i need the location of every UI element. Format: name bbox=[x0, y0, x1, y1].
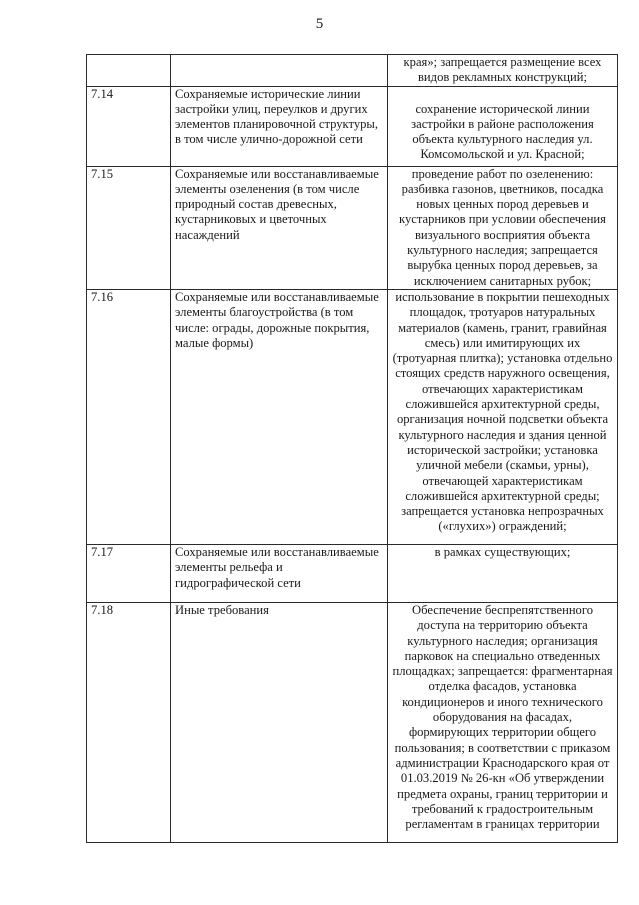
page-number: 5 bbox=[315, 16, 324, 32]
requirements-table bbox=[86, 54, 618, 843]
table-row bbox=[87, 602, 618, 842]
table-row bbox=[87, 289, 618, 544]
row-name: Сохраняемые или восстанавливаемые элементы благоустройства (в том числе: ограды, дорожные покрытия, малые формы) bbox=[171, 289, 388, 544]
row-requirement: сохранение исторической линии застройки в районе расположения объекта культурного наследия ул. Комсомольской и ул. Красной; bbox=[388, 86, 618, 166]
row-name: Сохраняемые или восстанавливаемые элементы рельефа и гидрографической сети bbox=[171, 544, 388, 602]
row-requirement: Обеспечение беспрепятственного доступа на территорию объекта культурного наследия; организация парковок на специально отведенных площадках; запрещается: фрагментарная отделка фасадов, установка кондиционеров и иного технического оборудования на фасадах, формирующих территории общего пользования; в соответствии с приказом администрации Краснодарского края от 01.03.2019 № 26-кн «Об утверждении предмета охраны, границ территории и требований к градостроительным регламентам в границах территории bbox=[388, 602, 618, 842]
table-row bbox=[87, 55, 618, 87]
table-row bbox=[87, 86, 618, 166]
row-requirement: края»; запрещается размещение всех видов рекламных конструкций; bbox=[388, 55, 618, 87]
row-requirement: проведение работ по озеленению: разбивка газонов, цветников, посадка новых ценных пород деревьев и кустарников при условии обеспечения визуального восприятия объекта культурного наследия; запрещается вырубка ценных пород деревьев, за исключением санитарных рубок; bbox=[388, 166, 618, 289]
row-number: 7.15 bbox=[87, 166, 171, 289]
row-number: 7.17 bbox=[87, 544, 171, 602]
row-requirement: в рамках существующих; bbox=[388, 544, 618, 602]
row-name: Иные требования bbox=[171, 602, 388, 842]
table-row bbox=[87, 544, 618, 602]
row-number: 7.18 bbox=[87, 602, 171, 842]
row-name: Сохраняемые или восстанавливаемые элементы озеленения (в том числе природный состав древесных, кустарниковых и цветочных насаждений bbox=[171, 166, 388, 289]
table-row bbox=[87, 166, 618, 289]
row-name: Сохраняемые исторические линии застройки улиц, переулков и других элементов планировочной структуры, в том числе улично-дорожной сети bbox=[171, 86, 388, 166]
row-number: 7.16 bbox=[87, 289, 171, 544]
row-number: 7.14 bbox=[87, 86, 171, 166]
row-requirement: использование в покрытии пешеходных площадок, тротуаров натуральных материалов (камень, гранит, гравийная смесь) или имитирующих их (тротуарная плитка); установка отдельно стоящих средств наружного освещения, отвечающих характеристикам сложившейся архитектурной среды, организация ночной подсветки объекта культурного наследия и здания ценной исторической застройки; установка уличной мебели (скамьи, урны), отвечающей характеристикам сложившейся архитектурной среды; запрещается установка непрозрачных («глухих») ограждений; bbox=[388, 289, 618, 544]
row-name bbox=[171, 55, 388, 87]
row-number bbox=[87, 55, 171, 87]
